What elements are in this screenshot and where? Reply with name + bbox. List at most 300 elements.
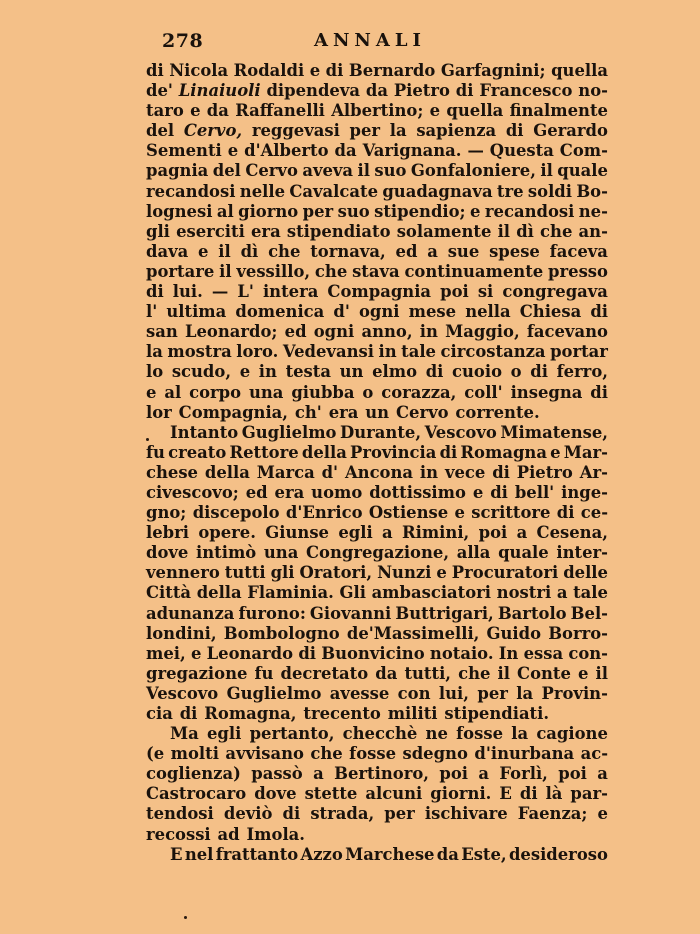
word: suo (337, 201, 370, 221)
word: Guglielmo (226, 683, 322, 703)
word: anno, (361, 322, 413, 342)
word: di (556, 503, 575, 523)
word: di (492, 462, 510, 482)
word: taro (146, 101, 184, 121)
word: ogni (313, 322, 355, 342)
word: l' (146, 302, 158, 322)
word: pagnia (146, 161, 209, 181)
word: un (339, 362, 364, 382)
word: poi (440, 282, 469, 302)
word: e (227, 141, 239, 161)
word: Romagna, (204, 704, 297, 723)
word: Ar- (579, 462, 608, 482)
word: cagione (536, 724, 608, 744)
word: Bertinoro, (334, 764, 429, 784)
word: notaio. (429, 643, 494, 663)
word: Cervo (245, 161, 298, 181)
text-line (146, 161, 608, 181)
word: sapienza (416, 121, 497, 141)
word: tale (573, 583, 608, 603)
text-line (146, 222, 608, 242)
word: Provin- (541, 683, 608, 703)
word: alla (456, 543, 491, 563)
word: che (268, 241, 301, 261)
word: guadagnava (382, 181, 493, 201)
word: faceva (549, 241, 608, 261)
word: corazza, (381, 382, 457, 402)
word: pertanto, (249, 724, 335, 744)
word: e (309, 61, 321, 80)
word: e (146, 382, 157, 402)
word: e (190, 643, 202, 663)
word: insegna (510, 382, 583, 402)
word: Maggio, (445, 322, 520, 342)
word: per (302, 201, 334, 221)
word: delle (563, 563, 608, 583)
word: al (216, 201, 234, 221)
word: sue (447, 241, 480, 261)
word: Congregazione, (306, 543, 450, 563)
word: di (590, 382, 608, 402)
word: quella (551, 61, 608, 80)
word: o (362, 382, 374, 402)
word: e (578, 663, 589, 683)
word: civescovo; (146, 482, 239, 502)
word: tre (496, 181, 524, 201)
word: reggevasi (251, 121, 340, 141)
word: no- (578, 81, 608, 101)
text-line (146, 543, 608, 563)
text-line (146, 825, 608, 845)
word: lui, (438, 683, 469, 703)
word: tale (401, 342, 436, 362)
text-line (146, 804, 608, 824)
word: trecento (303, 704, 381, 723)
word: con (397, 683, 431, 703)
word: inge- (561, 482, 608, 502)
word: la (516, 683, 534, 703)
word: ed (284, 322, 307, 342)
word: Marca (256, 462, 315, 482)
word: militi (387, 704, 438, 723)
word: il (595, 663, 608, 683)
word: stette (304, 784, 358, 804)
word: lognesi (146, 201, 213, 221)
word: una (248, 382, 284, 402)
text-line (146, 503, 608, 523)
word: giubba (291, 382, 355, 402)
text-line (146, 463, 608, 483)
text-line (146, 383, 608, 403)
word: Sementi (146, 141, 222, 161)
word: circostanza (440, 342, 546, 362)
word: a (313, 764, 324, 784)
word: tendosi (146, 804, 214, 824)
body-text (146, 61, 608, 865)
word: in (419, 322, 438, 342)
word: cuoio (452, 362, 503, 382)
word: della (196, 583, 242, 603)
word: recossi (146, 824, 211, 844)
word: ultima (166, 302, 227, 322)
page-number: 278 (162, 30, 204, 52)
word: soldi (527, 181, 572, 201)
word: Questa (489, 141, 554, 161)
word: avvisano (225, 744, 304, 764)
text-line (146, 262, 608, 282)
word: avesse (329, 683, 390, 703)
word: ad (217, 824, 240, 844)
word: gli (146, 221, 170, 241)
word: Romagna (460, 442, 547, 462)
word: per (477, 683, 508, 703)
word: il (219, 261, 232, 281)
word: il (357, 161, 370, 181)
text-line (146, 563, 608, 583)
word: e (472, 482, 484, 502)
word: Durante, (340, 422, 422, 442)
word: la (146, 342, 163, 362)
word: Intanto (170, 422, 239, 442)
word: nelle (239, 181, 286, 201)
word: un (365, 402, 390, 422)
word: Nunzi (377, 563, 432, 583)
word: tutti (224, 563, 266, 583)
word: poi (439, 764, 468, 784)
word: Gerardo (533, 121, 608, 141)
word: lui. (172, 282, 203, 302)
word: e (436, 563, 447, 583)
word: stipendio; (374, 201, 466, 221)
text-line (146, 583, 608, 603)
text-line (146, 784, 608, 804)
word: ferro, (556, 362, 608, 382)
word: gno; (146, 503, 187, 523)
word: fosse (456, 724, 503, 744)
word: di (505, 121, 524, 141)
word: Bombologno (223, 623, 340, 643)
word: là (545, 784, 563, 804)
word: facevano (526, 322, 608, 342)
text-line (146, 121, 608, 141)
word: Gonfaloniere, (410, 161, 536, 181)
text-line (146, 684, 608, 704)
word: loro. (236, 342, 279, 362)
word: intera (262, 282, 319, 302)
word: Leonardo (206, 643, 294, 663)
word: e (550, 442, 561, 462)
word: da (365, 81, 388, 101)
word: dava (146, 241, 189, 261)
text-line (146, 523, 608, 543)
text-line (146, 302, 608, 322)
word: alcuni (365, 784, 423, 804)
text-line (146, 101, 608, 121)
word: e (597, 804, 608, 824)
word: e (198, 241, 209, 261)
word: Compagnia, (178, 402, 289, 422)
word: di (179, 704, 198, 723)
word: d'Alberto (244, 141, 329, 161)
word: d' (321, 462, 339, 482)
word: Vescovo (424, 422, 497, 442)
word: Garfagnini; (440, 61, 546, 80)
word: Linaiuoli (178, 81, 261, 101)
word: Bartolo (497, 603, 567, 623)
word: deviò (223, 804, 273, 824)
word: uomo (311, 482, 363, 502)
word: Imola. (246, 824, 306, 844)
word: Cervo (395, 402, 449, 422)
word: dì (240, 241, 259, 261)
word: da (334, 141, 357, 161)
word: da (206, 101, 229, 121)
word: Castrocaro (146, 784, 247, 804)
word: scudo, (171, 362, 232, 382)
text-line (146, 362, 608, 382)
word: da (436, 844, 459, 864)
word: di (298, 643, 316, 663)
word: Ma (170, 724, 199, 744)
word: scrittore (471, 503, 551, 523)
word: e (429, 101, 441, 121)
word: lor (146, 402, 172, 422)
text-line (146, 644, 608, 664)
word: o (510, 362, 522, 382)
word: per (384, 804, 415, 824)
word: per (349, 121, 381, 141)
text-line (146, 182, 608, 202)
word: inter- (556, 543, 608, 563)
word: di (490, 482, 508, 502)
word: si (477, 282, 494, 302)
word: Giunse (265, 523, 329, 543)
word: mese (408, 302, 457, 322)
word: Bel- (570, 603, 608, 623)
word: tutti, (404, 663, 452, 683)
word: ogni (359, 302, 400, 322)
word: londini, (146, 623, 217, 643)
text-line (146, 322, 608, 342)
word: eserciti (176, 221, 245, 241)
word: in (258, 362, 277, 382)
word: d' (333, 302, 350, 322)
print-speck (146, 438, 149, 441)
word: opere. (198, 523, 256, 543)
word: Cesena, (536, 523, 608, 543)
word: a (427, 241, 438, 261)
word: adunanza (146, 603, 235, 623)
word: era (274, 482, 305, 502)
word: — (467, 141, 484, 161)
word: presso (548, 261, 608, 281)
word: Marchese (345, 844, 435, 864)
word: Borro- (548, 623, 608, 643)
word: vennero (146, 563, 220, 583)
word: cia (146, 704, 173, 723)
word: decretato (280, 663, 369, 683)
word: poi (558, 764, 587, 784)
text-line (146, 141, 608, 161)
word: la (511, 724, 529, 744)
word: Giovanni (309, 603, 392, 623)
word: Vedevansi (282, 342, 374, 362)
word: al (164, 382, 182, 402)
word: L' (237, 282, 254, 302)
word: e (470, 201, 481, 221)
word: passò (251, 764, 303, 784)
word: Gli (339, 583, 366, 603)
word: quale (498, 543, 549, 563)
word: di (282, 804, 301, 824)
word: nella (465, 302, 511, 322)
word: Bernardo (348, 61, 436, 80)
word: di (325, 61, 344, 80)
word: vessillo, (236, 261, 311, 281)
word: Rimini, (401, 523, 470, 543)
word: di (530, 362, 548, 382)
word: ischivare (424, 804, 508, 824)
text-line (146, 724, 608, 744)
word: dì (516, 221, 534, 241)
text-line (146, 483, 608, 503)
word: Compagnia (327, 282, 432, 302)
word: giorni. (430, 784, 492, 804)
word: vece (444, 462, 486, 482)
word: di (590, 302, 608, 322)
word: della (204, 462, 250, 482)
word: Varignana. (362, 141, 462, 161)
text-line (146, 423, 608, 443)
word: molti (170, 744, 219, 764)
word: fu (146, 442, 165, 462)
word: Ostiense (368, 503, 449, 523)
word: Oratori, (299, 563, 373, 583)
text-line (146, 845, 608, 865)
text-line (146, 403, 608, 423)
word: Buttrigari, (395, 603, 494, 623)
word: lo (146, 362, 164, 382)
word: quale (557, 161, 608, 181)
word: di (439, 442, 458, 462)
word: in (419, 462, 439, 482)
word: Azzo (300, 844, 343, 864)
word: Forlì, (499, 764, 548, 784)
word: di (425, 362, 444, 382)
text-line (146, 81, 608, 101)
word: a (382, 523, 393, 543)
word: di (455, 81, 474, 101)
word: il (497, 663, 510, 683)
word: che (458, 663, 491, 683)
word: dove (254, 784, 297, 804)
word: Flaminia. (247, 583, 334, 603)
word: Mimatense, (500, 422, 608, 442)
word: elmo (372, 362, 418, 382)
word: Pietro (393, 81, 450, 101)
word: gli (270, 563, 295, 583)
word: Cervo, (183, 121, 243, 141)
word: il (497, 221, 511, 241)
word: mei, (146, 643, 186, 663)
running-head: ANNALI (314, 30, 426, 51)
word: dottissimo (369, 482, 466, 502)
word: quella (446, 101, 504, 121)
word: ce- (580, 503, 608, 523)
word: ed (395, 241, 418, 261)
word: Rodaldi (233, 61, 305, 80)
word: Faenza; (517, 804, 588, 824)
word: In (498, 643, 519, 663)
word: gregazione (146, 663, 248, 683)
word: recandosi (146, 181, 236, 201)
text-line (146, 764, 608, 784)
word: strada, (310, 804, 375, 824)
word: coglienza) (146, 764, 241, 784)
word: Guglielmo (241, 422, 337, 442)
text-line (146, 202, 608, 222)
word: nostri (496, 583, 552, 603)
word: Chiesa (519, 302, 582, 322)
word: una (263, 543, 299, 563)
word: della (301, 442, 347, 462)
word: e (190, 101, 201, 121)
word: portar (550, 342, 608, 362)
word: del (212, 161, 241, 181)
word: Città (146, 583, 192, 603)
word: Raffanelli (235, 101, 325, 121)
word: giorno (238, 201, 299, 221)
word: domenica (235, 302, 325, 322)
word: fosse (349, 744, 397, 764)
word: par- (570, 784, 608, 804)
word: Pietro (516, 462, 573, 482)
word: E (170, 844, 183, 864)
word: a (597, 764, 608, 784)
word: discepolo (192, 503, 280, 523)
word: stava (352, 261, 400, 281)
word: che (540, 221, 573, 241)
word: ed (245, 482, 268, 502)
word: finalmente (509, 101, 608, 121)
word: d'inurbana (474, 744, 575, 764)
page-header (162, 30, 602, 56)
text-line (146, 242, 608, 262)
word: era (251, 221, 281, 241)
word: egli (338, 523, 373, 543)
word: corpo (189, 382, 242, 402)
word: lebri (146, 523, 189, 543)
word: il (218, 241, 231, 261)
word: che (310, 744, 343, 764)
word: creato (168, 442, 227, 462)
word: in (378, 342, 397, 362)
word: dove (146, 543, 189, 563)
word: Provincia (350, 442, 437, 462)
word: stipendiati. (444, 704, 550, 723)
word: solamente (396, 221, 492, 241)
word: essa (523, 643, 564, 663)
word: mostra (167, 342, 232, 362)
word: E (499, 784, 512, 804)
word: stipendiato (286, 221, 391, 241)
word: Guido (486, 623, 542, 643)
word: da (375, 663, 398, 683)
word: del (146, 121, 175, 141)
word: Albertino; (331, 101, 424, 121)
word: bell' (514, 482, 555, 502)
word: suo (374, 161, 407, 181)
